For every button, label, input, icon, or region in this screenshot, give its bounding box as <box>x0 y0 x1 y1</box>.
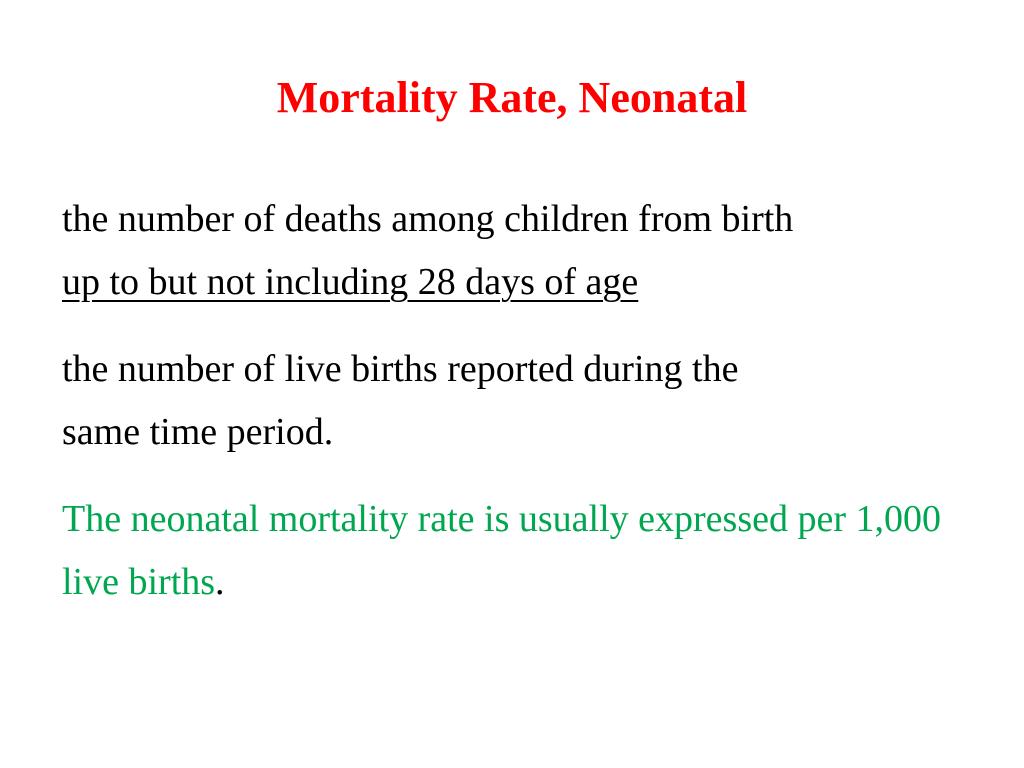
numerator-line-2-underlined: up to but not including 28 days of age <box>62 261 639 303</box>
slide-title: Mortality Rate, Neonatal <box>276 73 748 122</box>
numerator-paragraph <box>62 188 982 314</box>
slide-body <box>62 188 982 638</box>
numerator-line-1: the number of deaths among children from birth <box>62 198 794 240</box>
note-paragraph <box>62 488 982 614</box>
denominator-line-1: the number of live births reported during the <box>62 348 739 390</box>
denominator-paragraph <box>62 338 982 464</box>
denominator-line-2: same time period. <box>62 411 334 453</box>
note-text: The neonatal mortality rate is usually expressed per 1,000 live births <box>62 498 942 603</box>
note-period: . <box>215 561 225 603</box>
